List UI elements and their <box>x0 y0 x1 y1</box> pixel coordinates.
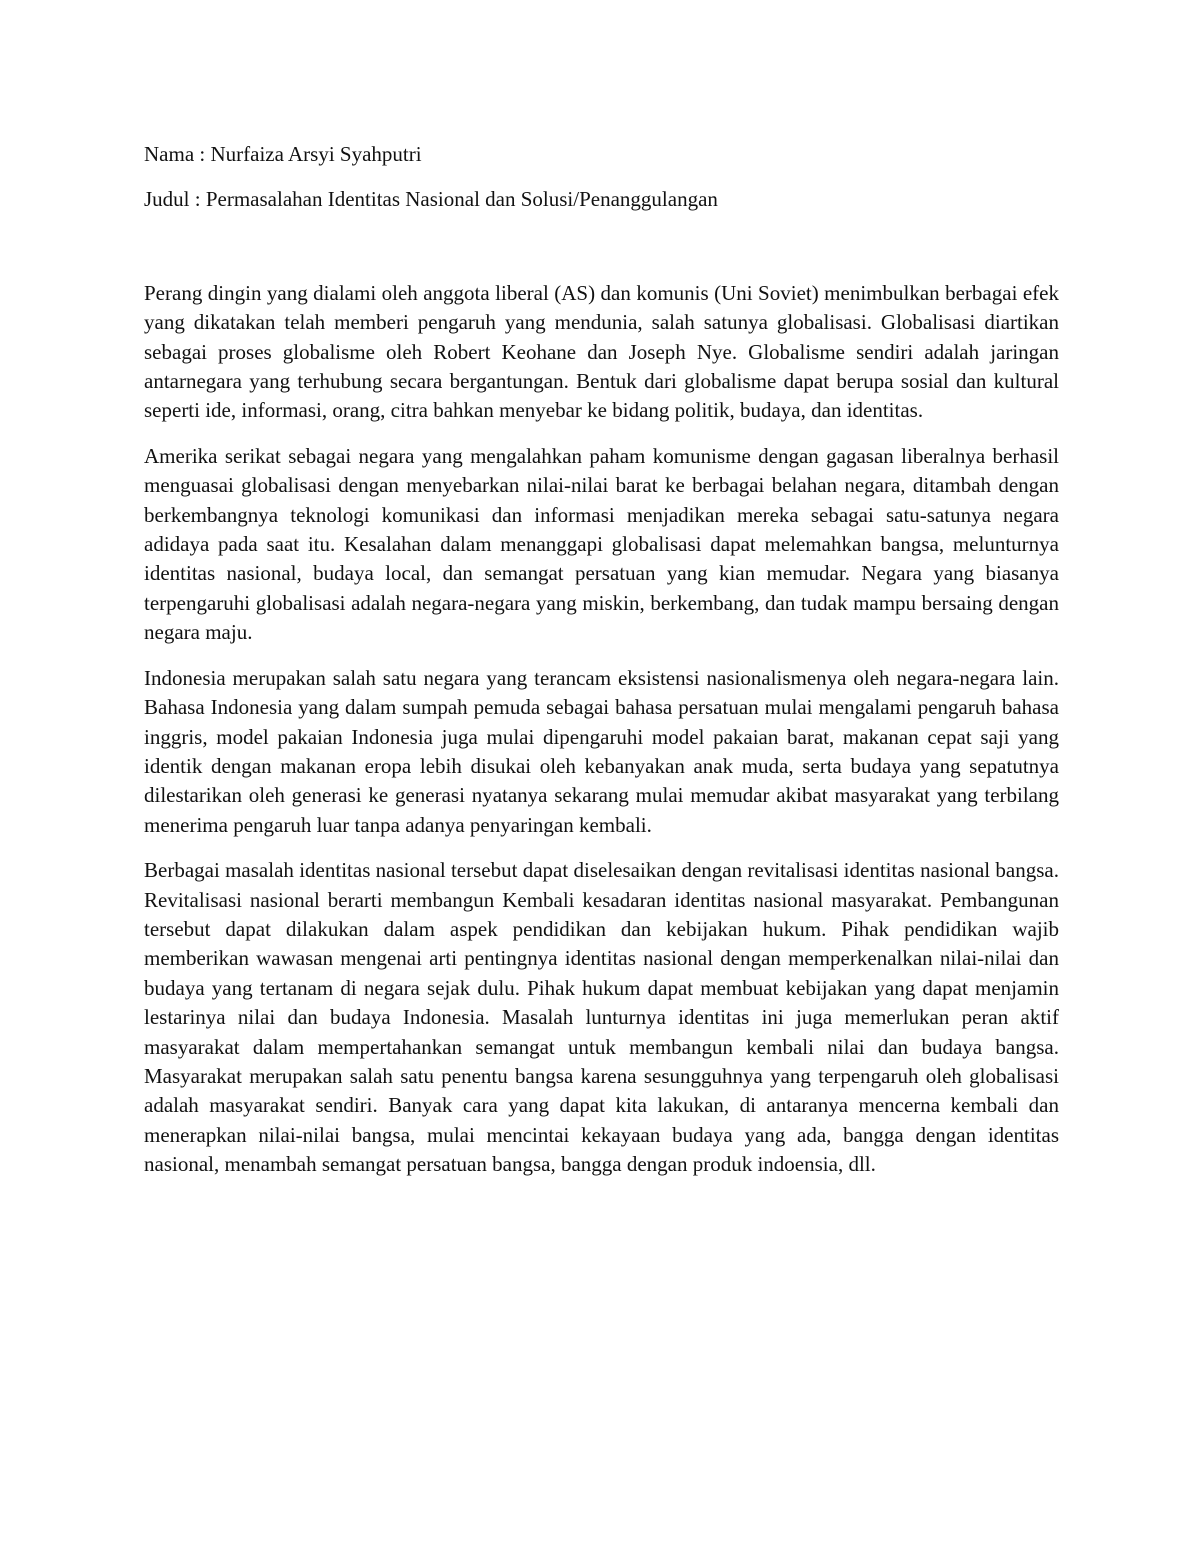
body-paragraph-4: Berbagai masalah identitas nasional tersebut dapat diselesaikan dengan revitalisasi identitas nasional bangsa. Revitalisasi nasional berarti membangun Kembali kesadaran identitas nasional masyarakat. Pembangunan tersebut dapat dilakukan dalam aspek pendidikan dan kebijakan hukum. Pihak pendidikan wajib memberikan wawasan mengenai arti pentingnya identitas nasional dengan memperkenalkan nilai-nilai dan budaya yang tertanam di negara sejak dulu. Pihak hukum dapat membuat kebijakan yang dapat menjamin lestarinya nilai dan budaya Indonesia. Masalah lunturnya identitas ini juga memerlukan peran aktif masyarakat dalam mempertahankan semangat untuk membangun kembali nilai dan budaya bangsa. Masyarakat merupakan salah satu penentu bangsa karena sesungguhnya yang terpengaruh oleh globalisasi adalah masyarakat sendiri. Banyak cara yang dapat kita lakukan, di antaranya mencerna kembali dan menerapkan nilai-nilai bangsa, mulai mencintai kekayaan budaya yang ada, bangga dengan identitas nasional, menambah semangat persatuan bangsa, bangga dengan produk indoensia, dll. <box>144 858 1059 1177</box>
body-paragraph-3: Indonesia merupakan salah satu negara yang terancam eksistensi nasionalismenya oleh negara-negara lain. Bahasa Indonesia yang dalam sumpah pemuda sebagai bahasa persatuan mulai mengalami pengaruh bahasa inggris, model pakaian Indonesia juga mulai dipengaruhi model pakaian barat, makanan cepat saji yang identik dengan makanan eropa lebih disukai oleh kebanyakan anak muda, serta budaya yang sepatutnya dilestarikan oleh generasi ke generasi nyatanya sekarang mulai memudar akibat masyarakat yang terbilang menerima pengaruh luar tanpa adanya penyaringan kembali. <box>144 665 1059 837</box>
body-paragraph-2: Amerika serikat sebagai negara yang mengalahkan paham komunisme dengan gagasan liberalnya berhasil menguasai globalisasi dengan menyebarkan nilai-nilai barat ke berbagai belahan negara, ditambah dengan berkembangnya teknologi komunikasi dan informasi menjadikan mereka sebagai satu-satunya negara adidaya pada saat itu. Kesalahan dalam menanggapi globalisasi dapat melemahkan bangsa, melunturnya identitas nasional, budaya local, dan semangat persatuan yang kian memudar. Negara yang biasanya terpengaruhi globalisasi adalah negara-negara yang miskin, berkembang, dan tudak mampu bersaing dengan negara maju. <box>144 443 1059 645</box>
author-name-line: Nama : Nurfaiza Arsyi Syahputri <box>144 142 422 166</box>
essay-title-line: Judul : Permasalahan Identitas Nasional dan Solusi/Penanggulangan <box>144 187 718 212</box>
body-paragraph-1: Perang dingin yang dialami oleh anggota liberal (AS) dan komunis (Uni Soviet) menimbulkan berbagai efek yang dikatakan telah memberi pengaruh yang mendunia, salah satunya globalisasi. Globalisasi diartikan sebagai proses globalisme oleh Robert Keohane dan Joseph Nye. Globalisme sendiri adalah jaringan antarnegara yang terhubung secara bergantungan. Bentuk dari globalisme dapat berupa sosial dan kultural seperti ide, informasi, orang, citra bahkan menyebar ke bidang politik, budaya, dan identitas. <box>144 280 1059 423</box>
document-page <box>144 140 1059 1196</box>
